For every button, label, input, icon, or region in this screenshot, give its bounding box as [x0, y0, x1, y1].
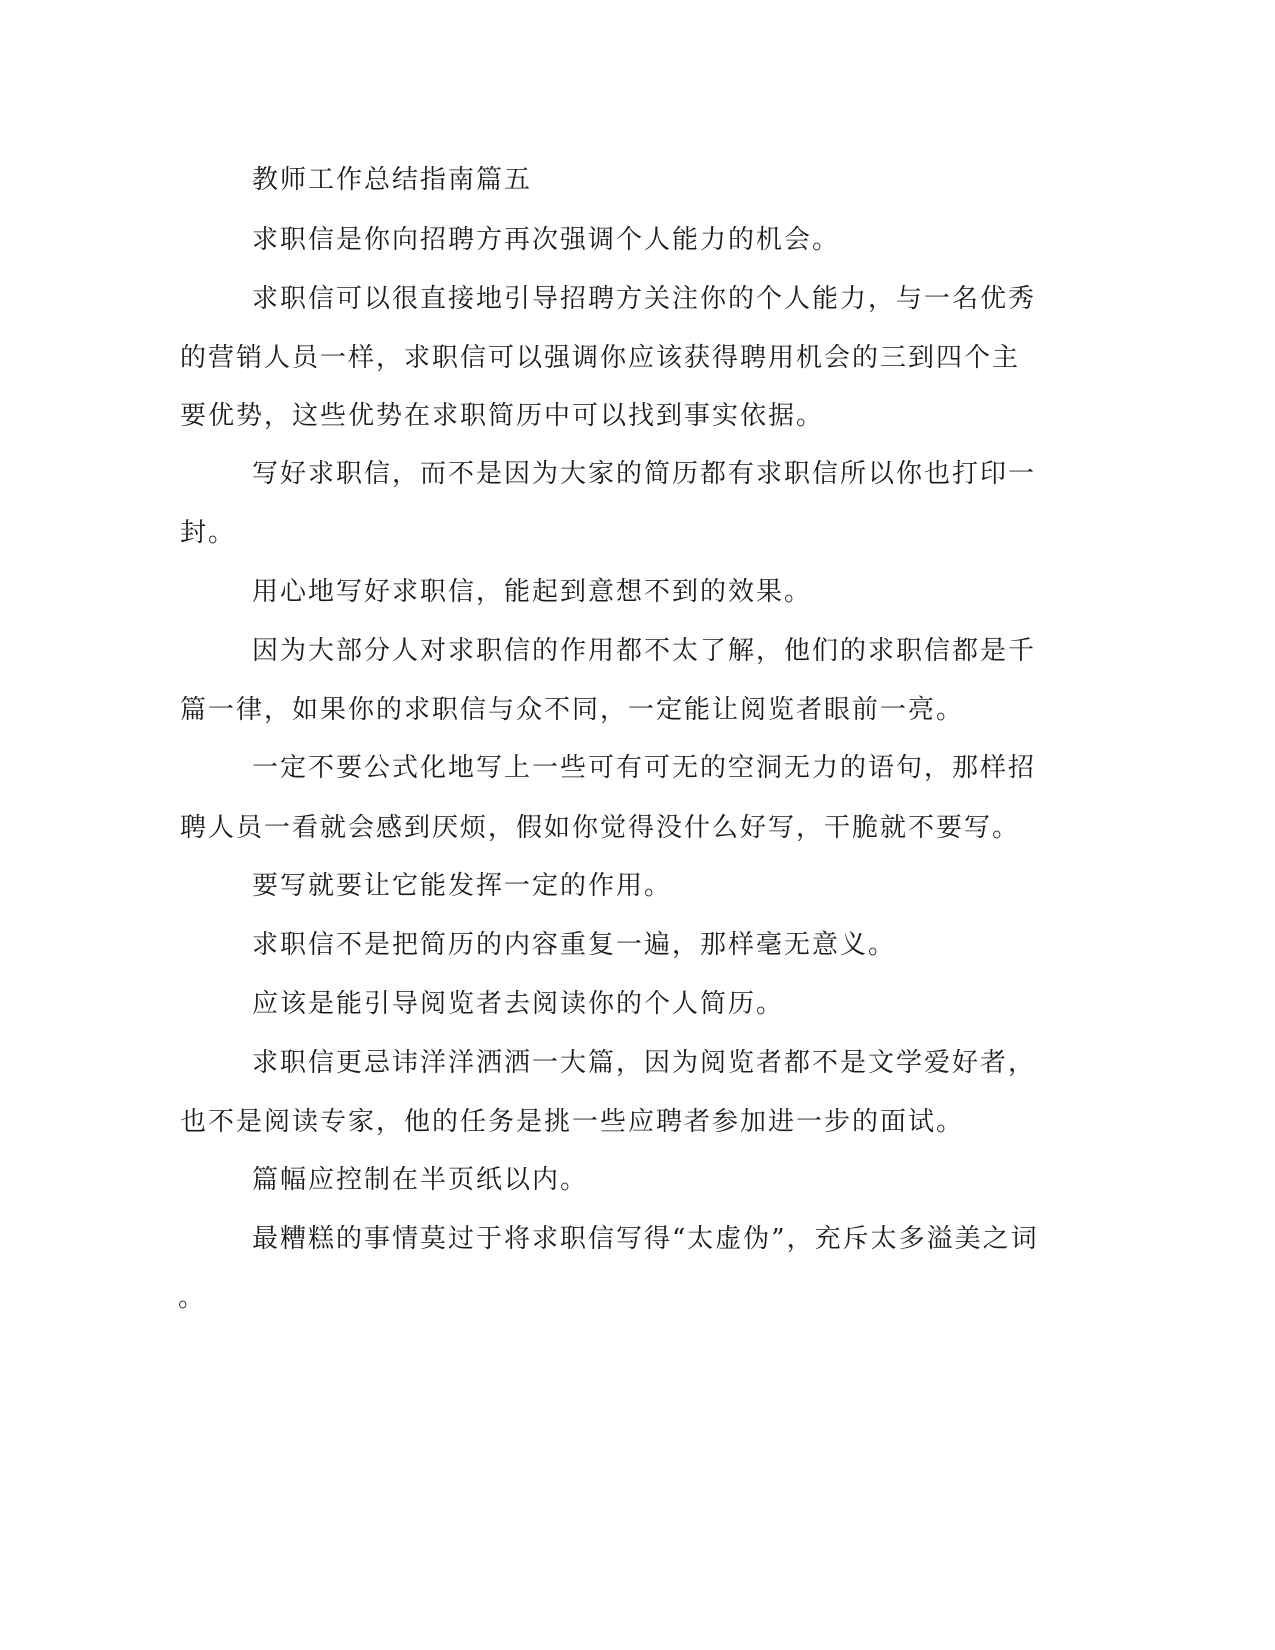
text-line: 篇幅应控制在半页纸以内。 [252, 1165, 589, 1195]
text-line: 因为大部分人对求职信的作用都不太了解，他们的求职信都是千 [252, 636, 1037, 666]
text-line: 求职信是你向招聘方再次强调个人能力的机会。 [252, 225, 841, 255]
text-line: 要优势，这些优势在求职简历中可以找到事实依据。 [180, 401, 825, 431]
text-line: 求职信更忌讳洋洋洒洒一大篇，因为阅览者都不是文学爱好者， [252, 1048, 1037, 1078]
text-line: 求职信可以很直接地引导招聘方关注你的个人能力，与一名优秀 [252, 284, 1037, 314]
text-line: 篇一律，如果你的求职信与众不同，一定能让阅览者眼前一亮。 [180, 695, 965, 725]
text-line: 一定不要公式化地写上一些可有可无的空洞无力的语句，那样招 [252, 753, 1037, 783]
text-line: 用心地写好求职信，能起到意想不到的效果。 [252, 577, 813, 607]
document-title: 教师工作总结指南篇五 [252, 165, 533, 195]
text-line: 。 [178, 1283, 207, 1313]
text-line: 应该是能引导阅览者去阅读你的个人简历。 [252, 989, 785, 1019]
text-line: 求职信不是把简历的内容重复一遍，那样毫无意义。 [252, 930, 897, 960]
text-line: 的营销人员一样，求职信可以强调你应该获得聘用机会的三到四个主 [180, 343, 1021, 373]
text-line: 最糟糕的事情莫过于将求职信写得“太虚伪”，充斥太多溢美之词 [252, 1224, 1039, 1254]
text-line: 要写就要让它能发挥一定的作用。 [252, 871, 673, 901]
text-line: 聘人员一看就会感到厌烦，假如你觉得没什么好写，干脆就不要写。 [180, 813, 1021, 843]
text-line: 也不是阅读专家，他的任务是挑一些应聘者参加进一步的面试。 [180, 1107, 965, 1137]
text-line: 写好求职信，而不是因为大家的简历都有求职信所以你也打印一 [252, 459, 1037, 489]
text-line: 封。 [180, 518, 237, 548]
